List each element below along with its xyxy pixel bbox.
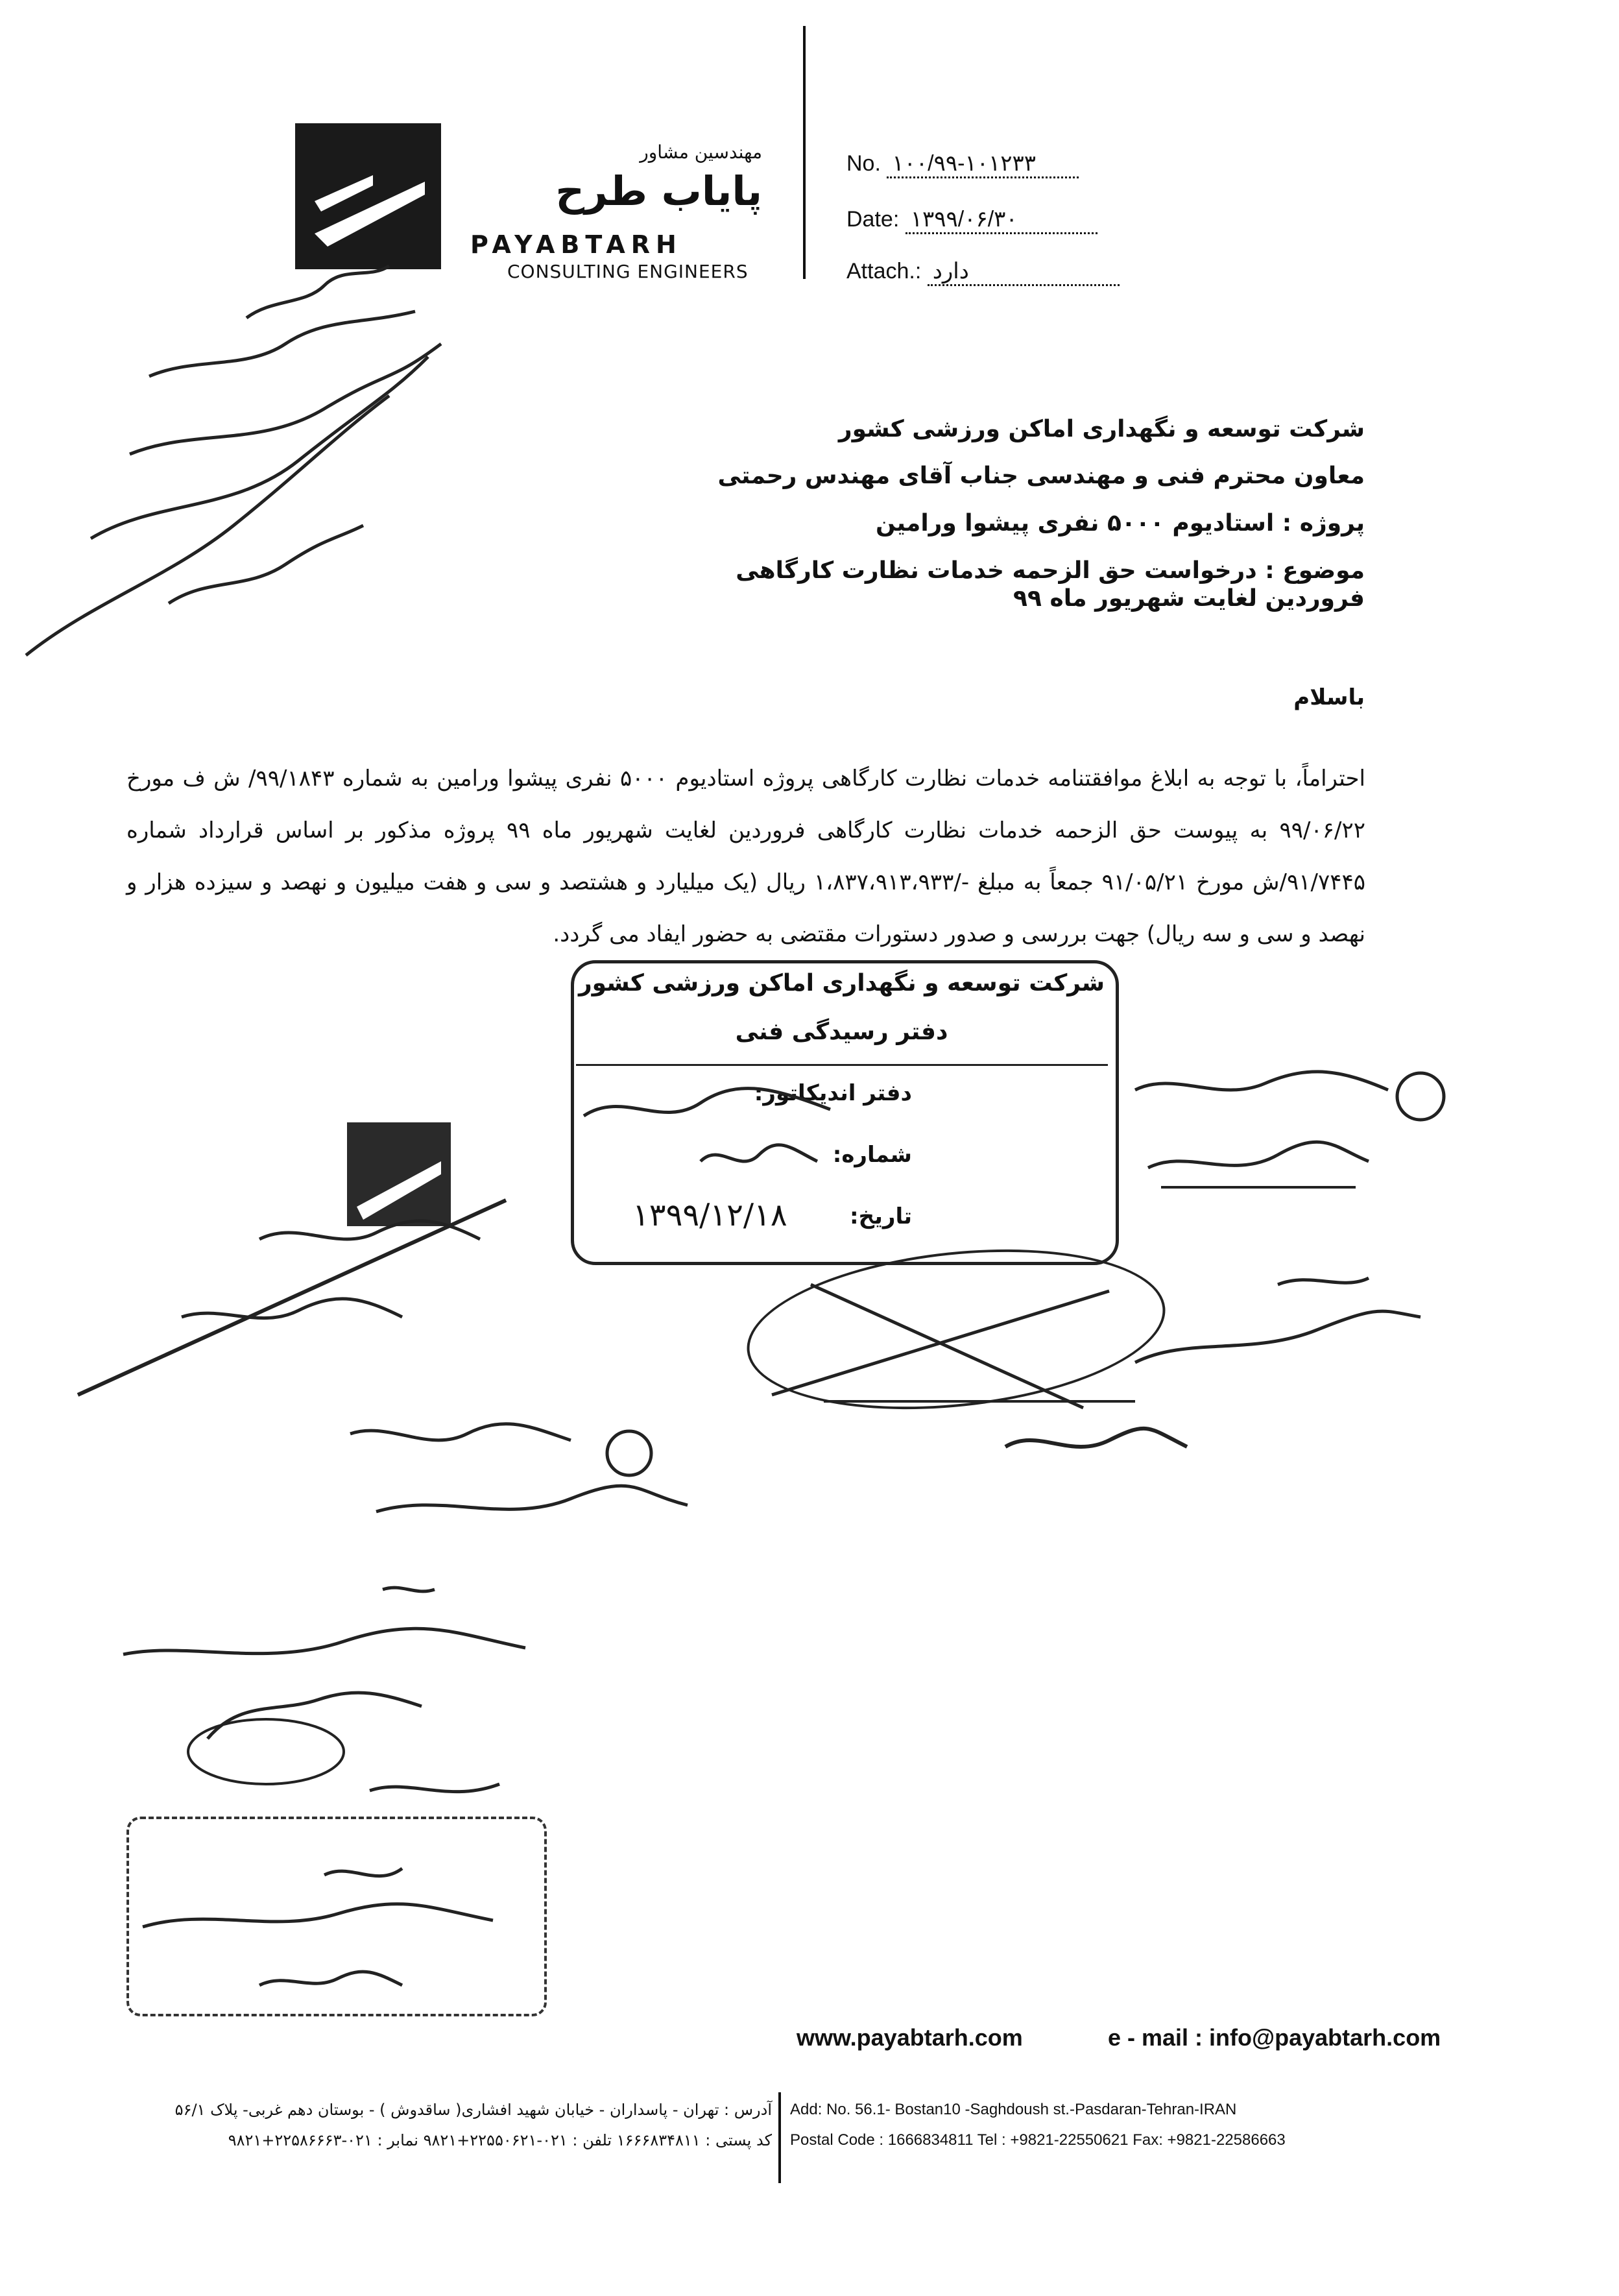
company-seal (52, 1122, 545, 1421)
greeting: باسلام (1293, 684, 1365, 710)
handwritten-note-lower (110, 1570, 551, 1843)
letter-number-label: No. (846, 151, 881, 176)
recipient-organization: شرکت توسعه و نگهداری اماکن ورزشی کشور (838, 416, 1365, 442)
logo-title-fa: پایاب طرح (555, 167, 762, 215)
letter-number (846, 151, 1079, 178)
letter-attachment (846, 258, 1120, 286)
website-link[interactable]: www.payabtarh.com (797, 2024, 1023, 2051)
stamp-organization: شرکت توسعه و نگهداری اماکن ورزشی کشور (578, 970, 1105, 997)
stamp-office: دفتر رسیدگی فنی (735, 1019, 948, 1045)
handwritten-note-middle (324, 1401, 714, 1531)
letter-attachment-label: Attach.: (846, 259, 922, 284)
footer-address-fa: آدرس : تهران - پاسداران - خیابان شهید افشاری( ساقدوش ) - بوستان دهم غربی- پلاک ۵۶/۱ (174, 2101, 772, 2119)
stamp-indicator-label: دفتر اندیکاتور: (754, 1080, 912, 1106)
email-link[interactable]: e - mail : info@payabtarh.com (1108, 2024, 1441, 2051)
footer-address-en: Add: No. 56.1- Bostan10 -Saghdoush st.-Pasdaran-Tehran-IRAN (790, 2101, 1237, 2118)
letter-date (846, 206, 1097, 234)
letter-body: احتراماً، با توجه به ابلاغ موافقتنامه خدمات نظارت کارگاهی پروژه استادیوم ۵۰۰۰ نفری پیشوا ورامین به شماره ۹۹/۱۸۴۳/ ش ف مورخ ۹۹/۰۶/۲۲ به پیوست حق الزحمه خدمات نظارت کارگاهی فروردین لغایت شهریور ماه ۹۹ پروژه مذکور بر اساس قرارداد شماره ۹۱/۷۴۴۵/ش مورخ ۹۱/۰۵/۲۱ جمعاً به مبلغ -/۱،۸۳۷،۹۱۳،۹۳۳ ریال (یک میلیارد و هشتصد و سی و هفت میلیون و نهصد و سیزده هزار و نهصد و سی و سه ریال) جهت بررسی و صدور دستورات مقتضی به حضور ایفاد می گردد. (126, 766, 1366, 947)
logo-subtitle-fa: مهندسین مشاور (640, 141, 762, 163)
received-stamp-handwriting (130, 1823, 545, 2011)
footer-contact-fa: کد پستی : ۱۶۶۶۸۳۴۸۱۱ تلفن : ۰۲۱-۲۲۵۵۰۶۲۱+۹۸۲۱ نمابر : ۰۲۱-۲۲۵۸۶۶۶۳+۹۸۲۱ (228, 2131, 772, 2149)
subject-line: موضوع : درخواست حق الزحمه خدمات نظارت کارگاهی فروردین لغایت شهریور ماه ۹۹ (736, 557, 1365, 612)
logo-title-en: PAYABTARH (470, 230, 682, 259)
stamp-number-label: شماره: (832, 1142, 912, 1168)
letter-date-label: Date: (846, 207, 900, 232)
signature-strokes (746, 1265, 1265, 1525)
letter-date-value: ۱۳۹۹/۰۶/۳۰ (905, 206, 1097, 234)
logo-subtitle-en: CONSULTING ENGINEERS (507, 261, 749, 282)
stamp-date-label: تاریخ: (850, 1203, 912, 1229)
footer-divider (778, 2092, 781, 2183)
letter-number-value: ۱۰۰/۹۹-۱۰۱۲۳۳ (887, 151, 1079, 178)
project-line: پروژه : استادیوم ۵۰۰۰ نفری پیشوا ورامین (875, 510, 1365, 537)
handwritten-note-top-left (0, 240, 467, 759)
letter-attachment-value: دارد (928, 258, 1120, 286)
footer-contact-en: Postal Code : 1666834811 Tel : +9821-22550621 Fax: +9821-22586663 (790, 2131, 1286, 2149)
recipient-person: معاون محترم فنی و مهندسی جناب آقای مهندس رحمتی (717, 463, 1365, 489)
stamp-date-value: ۱۳۹۹/۱۲/۱۸ (632, 1197, 787, 1233)
header-divider (803, 26, 806, 279)
stamp-handwriting (571, 1064, 843, 1194)
